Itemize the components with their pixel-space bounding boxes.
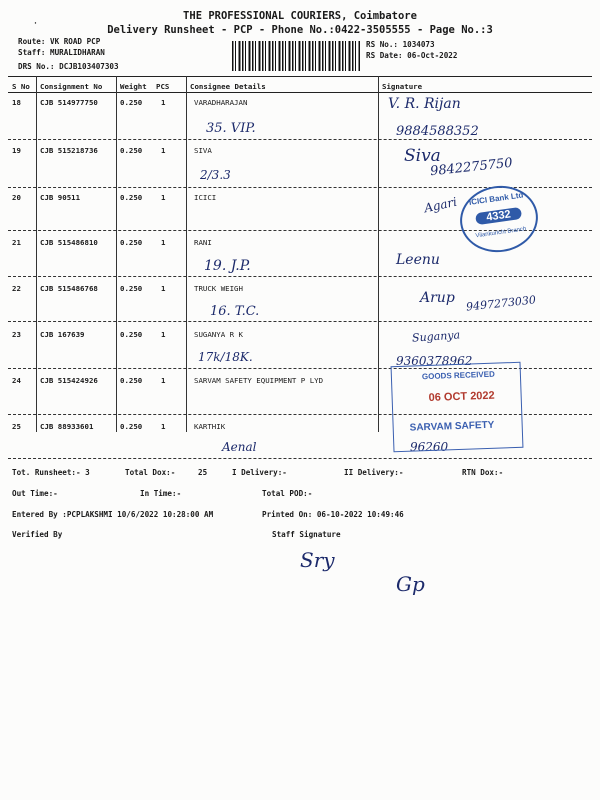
row-signature: V. R. Rijan xyxy=(388,96,461,112)
row-sno: 18 xyxy=(12,98,21,107)
row-handwritten-note: 35. VIP. xyxy=(206,121,256,136)
row-sno: 22 xyxy=(12,284,21,293)
row-pcs: 1 xyxy=(161,146,166,155)
row-consignment: CJB 88933601 xyxy=(40,422,94,431)
row-handwritten-note: 16. T.C. xyxy=(210,304,260,319)
total-runsheet: Tot. Runsheet:- 3 xyxy=(12,468,90,477)
row-weight: 0.250 xyxy=(120,330,143,339)
goods-received-label: GOODS RECEIVED xyxy=(421,369,495,382)
row-phone-handwritten: 9360378962 xyxy=(396,354,473,368)
rs-date: RS Date: 06-Oct-2022 xyxy=(366,51,458,60)
row-consignment: CJB 167639 xyxy=(40,330,85,339)
goods-received-stamp xyxy=(391,362,524,452)
bank-stamp-name: ICICI Bank Ltd xyxy=(468,190,524,207)
row-handwritten-note: 17k/18K. xyxy=(198,350,253,364)
runsheet-subtitle: Delivery Runsheet - PCP - Phone No.:0422-3505555 - Page No.:3 xyxy=(107,24,493,36)
col-divider xyxy=(378,76,379,432)
row-handwritten-note: 2/3.3 xyxy=(200,168,231,182)
row-pcs: 1 xyxy=(161,330,166,339)
table-header-rule xyxy=(8,92,592,93)
row-handwritten-note: 19. J.P. xyxy=(204,258,251,274)
printed-on: Printed On: 06-10-2022 10:49:46 xyxy=(262,510,404,519)
barcode xyxy=(232,41,360,71)
pin-mark: ⸳ xyxy=(34,15,37,28)
row-weight: 0.250 xyxy=(120,193,143,202)
ii-delivery: II Delivery:- xyxy=(344,468,404,477)
verification-signature: Gp xyxy=(396,572,425,596)
verified-by: Verified By xyxy=(12,530,63,539)
row-consignment: CJB 515486810 xyxy=(40,238,98,247)
row-signature: Leenu xyxy=(396,252,440,268)
col-header-signature: Signature xyxy=(382,82,423,91)
rs-number: RS No.: 1034073 xyxy=(366,40,435,49)
row-weight: 0.250 xyxy=(120,422,143,431)
row-phone-handwritten: 9884588352 xyxy=(396,124,479,139)
row-phone-handwritten: 9842275750 xyxy=(429,155,514,180)
drs-number: DRS No.: DCJB103407303 xyxy=(18,62,119,71)
col-header-consignee: Consignee Details xyxy=(190,82,266,91)
col-divider xyxy=(186,76,187,432)
row-weight: 0.250 xyxy=(120,98,143,107)
row-pcs: 1 xyxy=(161,98,166,107)
row-pcs: 1 xyxy=(161,193,166,202)
table-top-rule xyxy=(8,76,592,77)
col-header-weight: Weight xyxy=(120,82,147,91)
row-sno: 25 xyxy=(12,422,21,431)
row-phone-handwritten: 96260 xyxy=(410,440,449,454)
row-signature: Suganya xyxy=(411,328,461,345)
row-weight: 0.250 xyxy=(120,146,143,155)
row-consignee-name: VARADHARAJAN xyxy=(194,98,248,107)
in-time: In Time:- xyxy=(140,489,182,498)
goods-received-company: SARVAM SAFETY xyxy=(409,419,495,434)
row-consignee-name: SIVA xyxy=(194,146,212,155)
row-sno: 21 xyxy=(12,238,21,247)
col-header-consignment: Consignment No xyxy=(40,82,103,91)
row-divider xyxy=(8,276,592,277)
bank-stamp-branch: Vilankurichi Branch xyxy=(475,226,527,240)
table-bottom-rule xyxy=(8,458,592,459)
total-dox-label: Total Dox:- xyxy=(125,468,176,477)
row-weight: 0.250 xyxy=(120,284,143,293)
row-consignment: CJB 90511 xyxy=(40,193,81,202)
entered-by: Entered By :PCPLAKSHMI 10/6/2022 10:28:00 AM xyxy=(12,510,214,519)
row-consignee-name: SARVAM SAFETY EQUIPMENT P LYD xyxy=(194,376,324,385)
row-pcs: 1 xyxy=(161,422,166,431)
row-signature: Siva xyxy=(404,146,441,166)
row-sno: 23 xyxy=(12,330,21,339)
col-header-pcs: PCS xyxy=(156,82,170,91)
row-divider xyxy=(8,139,592,140)
total-pod: Total POD:- xyxy=(262,489,313,498)
staff-signature: Sry xyxy=(300,548,335,572)
col-divider xyxy=(116,76,117,432)
bank-stamp-code: 4332 xyxy=(475,207,522,225)
row-signature: Arup xyxy=(420,290,455,306)
bank-stamp xyxy=(456,181,542,257)
row-consignment: CJB 515486768 xyxy=(40,284,98,293)
i-delivery: I Delivery:- xyxy=(232,468,287,477)
col-divider xyxy=(36,76,37,432)
row-consignee-name: ICICI xyxy=(194,193,217,202)
row-sno: 19 xyxy=(12,146,21,155)
row-consignee-name: TRUCK WEIGH xyxy=(194,284,243,293)
row-signature: Agari xyxy=(422,194,459,216)
goods-received-date: 06 OCT 2022 xyxy=(428,389,495,404)
col-header-sno: S No xyxy=(12,82,30,91)
row-handwritten-note: Aenal xyxy=(222,440,257,454)
row-consignee-name: SUGANYA R K xyxy=(194,330,243,339)
row-divider xyxy=(8,321,592,322)
staff-label: Staff: MURALIDHARAN xyxy=(18,48,105,57)
total-dox-value: 25 xyxy=(198,468,208,477)
company-title: THE PROFESSIONAL COURIERS, Coimbatore xyxy=(183,10,417,22)
staff-signature-label: Staff Signature xyxy=(272,530,341,539)
row-weight: 0.250 xyxy=(120,376,143,385)
out-time: Out Time:- xyxy=(12,489,58,498)
row-pcs: 1 xyxy=(161,238,166,247)
row-consignment: CJB 515218736 xyxy=(40,146,98,155)
row-sno: 20 xyxy=(12,193,21,202)
row-consignment: CJB 515424926 xyxy=(40,376,98,385)
row-pcs: 1 xyxy=(161,284,166,293)
rtn-dox: RTN Dox:- xyxy=(462,468,504,477)
row-sno: 24 xyxy=(12,376,21,385)
row-pcs: 1 xyxy=(161,376,166,385)
row-phone-handwritten: 9497273030 xyxy=(465,293,537,314)
route-label: Route: VK ROAD PCP xyxy=(18,37,101,46)
row-consignment: CJB 514977750 xyxy=(40,98,98,107)
row-consignee-name: KARTHIK xyxy=(194,422,226,431)
row-consignee-name: RANI xyxy=(194,238,212,247)
row-weight: 0.250 xyxy=(120,238,143,247)
